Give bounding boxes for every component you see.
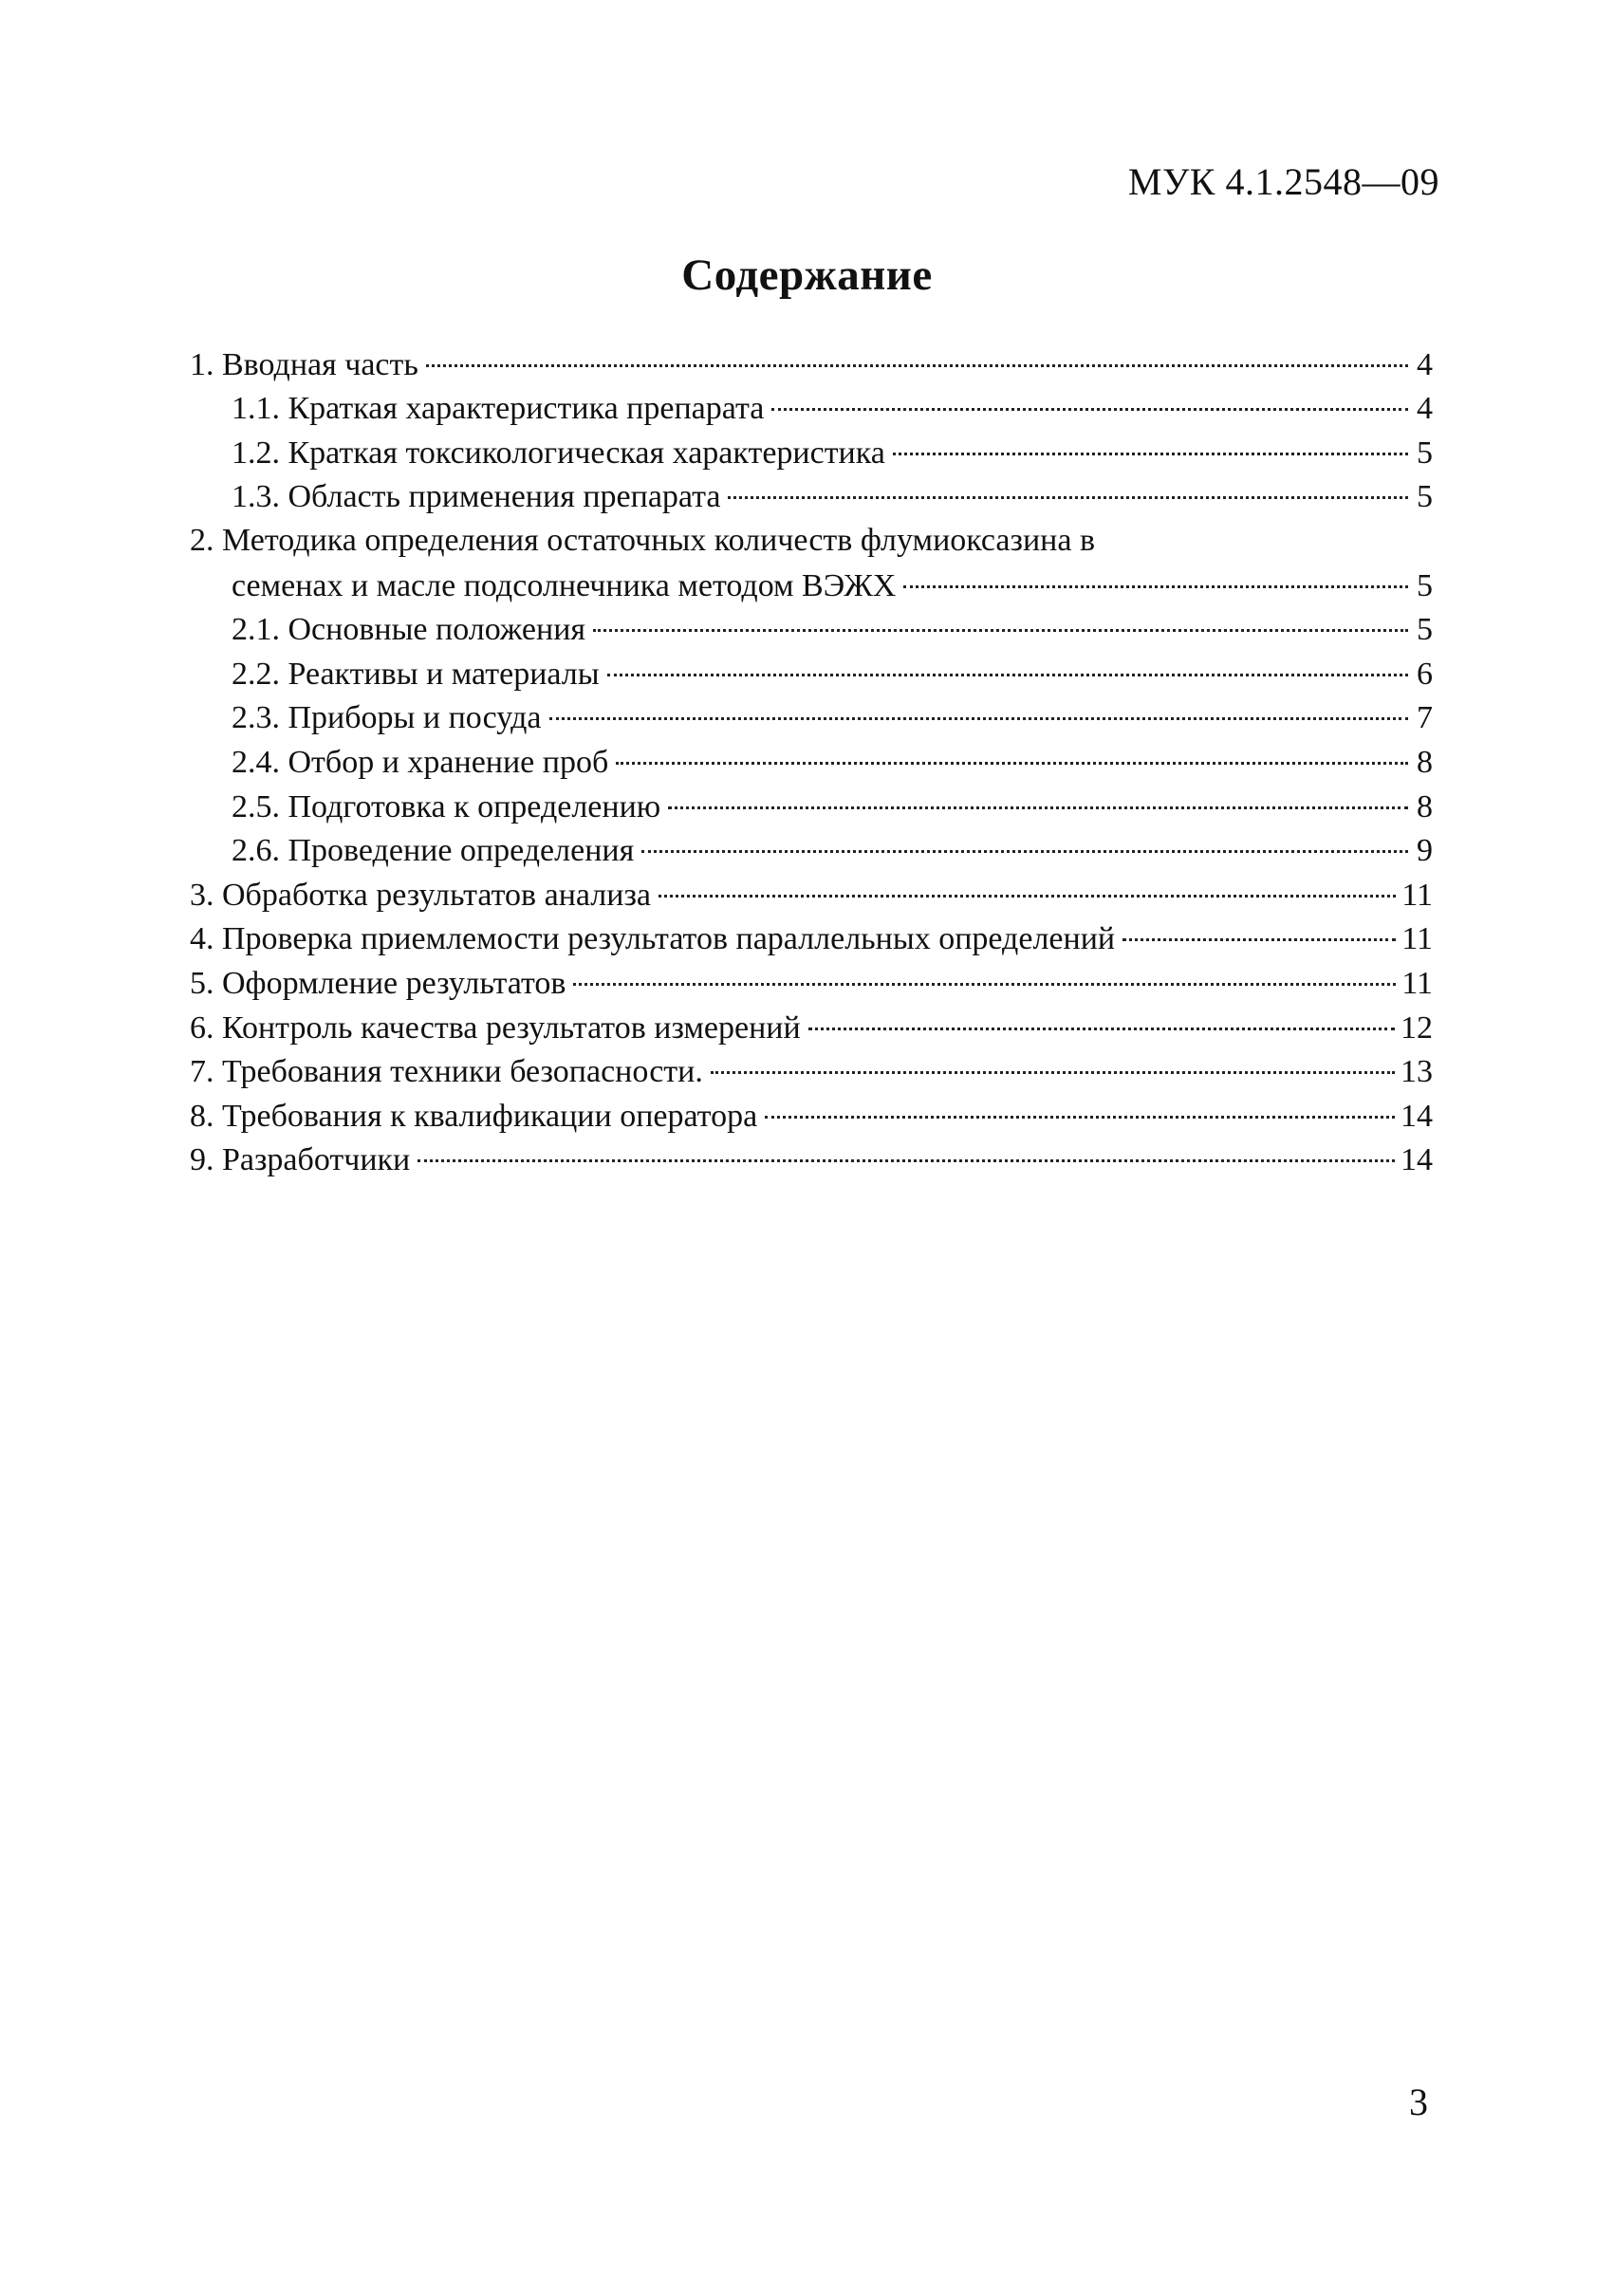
toc-entry-label: 6. Контроль качества результатов измерений (190, 1009, 801, 1046)
dot-leader (903, 585, 1408, 588)
toc-entry-page: 9 (1417, 833, 1433, 869)
page-number: 3 (1409, 2081, 1428, 2123)
toc-entry[interactable] (190, 1005, 1433, 1049)
toc-entry[interactable] (190, 518, 1433, 606)
toc-entry-page: 8 (1417, 788, 1433, 824)
toc-entry-page: 11 (1401, 877, 1433, 913)
toc-entry-label: 5. Оформление результатов (190, 965, 566, 1001)
dot-leader (771, 408, 1408, 411)
toc-entry-label: 1. Вводная часть (190, 346, 418, 382)
dot-leader (668, 806, 1408, 809)
toc-entry-page: 8 (1417, 744, 1433, 780)
toc-entry[interactable] (190, 607, 1433, 652)
toc-entry-page: 12 (1401, 1009, 1433, 1046)
toc-entry[interactable] (190, 784, 1433, 828)
dot-leader (417, 1159, 1395, 1162)
dot-leader (893, 453, 1408, 455)
toc-entry-label: 3. Обработка результатов анализа (190, 877, 651, 913)
toc-entry-label: 1.2. Краткая токсикологическая характеристика (232, 435, 885, 471)
toc-entry-label: 8. Требования к квалификации оператора (190, 1098, 758, 1134)
dot-leader (765, 1116, 1395, 1119)
toc-entry[interactable] (190, 828, 1433, 873)
toc-entry-label-line1: 2. Методика определения остаточных количеств флумиоксазина в (190, 523, 1095, 559)
toc-entry-page: 6 (1417, 656, 1433, 692)
dot-leader (573, 983, 1396, 986)
toc-entry-label: 2.6. Проведение определения (232, 833, 635, 869)
dot-leader (659, 895, 1396, 898)
toc-entry[interactable] (190, 695, 1433, 740)
toc-entry-page: 5 (1417, 612, 1433, 648)
toc-entry[interactable] (190, 651, 1433, 695)
toc-entry[interactable] (190, 739, 1433, 784)
toc-entry-page: 11 (1401, 965, 1433, 1001)
toc-entry-label: 2.3. Приборы и посуда (232, 700, 542, 736)
toc-entry-label: 7. Требования техники безопасности. (190, 1054, 703, 1090)
toc-entry-page: 5 (1417, 479, 1433, 515)
toc-entry-label: 2.4. Отбор и хранение проб (232, 744, 609, 780)
dot-leader (549, 717, 1408, 720)
toc-entry[interactable] (190, 917, 1433, 961)
dot-leader (728, 496, 1408, 499)
toc-entry-page: 14 (1401, 1142, 1433, 1178)
toc-entry[interactable] (190, 474, 1433, 519)
toc-entry-page: 5 (1417, 435, 1433, 471)
toc-entry-page: 13 (1401, 1054, 1433, 1090)
toc-entry[interactable] (190, 1093, 1433, 1138)
toc-entry[interactable] (190, 1049, 1433, 1094)
toc-entry-page: 5 (1417, 567, 1433, 603)
toc-entry[interactable] (190, 872, 1433, 917)
toc-entry-page: 4 (1417, 346, 1433, 382)
toc-entry-page: 14 (1401, 1098, 1433, 1134)
table-of-contents (190, 342, 1433, 1181)
dot-leader (616, 762, 1408, 765)
toc-entry-page: 4 (1417, 391, 1433, 427)
document-code: МУК 4.1.2548—09 (1127, 160, 1439, 203)
toc-entry-label: 1.1. Краткая характеристика препарата (232, 391, 765, 427)
dot-leader (641, 850, 1408, 853)
toc-entry-label: семенах и масле подсолнечника методом ВЭЖХ (232, 567, 897, 603)
dot-leader (607, 674, 1408, 676)
dot-leader (808, 1028, 1395, 1030)
toc-entry-label: 4. Проверка приемлемости результатов параллельных определений (190, 921, 1116, 957)
toc-entry[interactable] (190, 960, 1433, 1005)
toc-entry-label: 2.2. Реактивы и материалы (232, 656, 600, 692)
toc-entry[interactable] (190, 1138, 1433, 1182)
toc-entry-label: 1.3. Область применения препарата (232, 479, 721, 515)
toc-entry[interactable] (190, 342, 1433, 386)
toc-entry[interactable] (190, 386, 1433, 431)
toc-entry[interactable] (190, 430, 1433, 474)
dot-leader (711, 1071, 1395, 1074)
dot-leader (593, 629, 1408, 632)
toc-entry-label: 2.5. Подготовка к определению (232, 788, 661, 824)
toc-entry-label: 9. Разработчики (190, 1142, 411, 1178)
dot-leader (426, 364, 1408, 367)
toc-entry-page: 7 (1417, 700, 1433, 736)
dot-leader (1122, 938, 1396, 941)
toc-entry-page: 11 (1401, 921, 1433, 957)
toc-entry-label: 2.1. Основные положения (232, 612, 586, 648)
toc-title: Содержание (681, 250, 933, 300)
